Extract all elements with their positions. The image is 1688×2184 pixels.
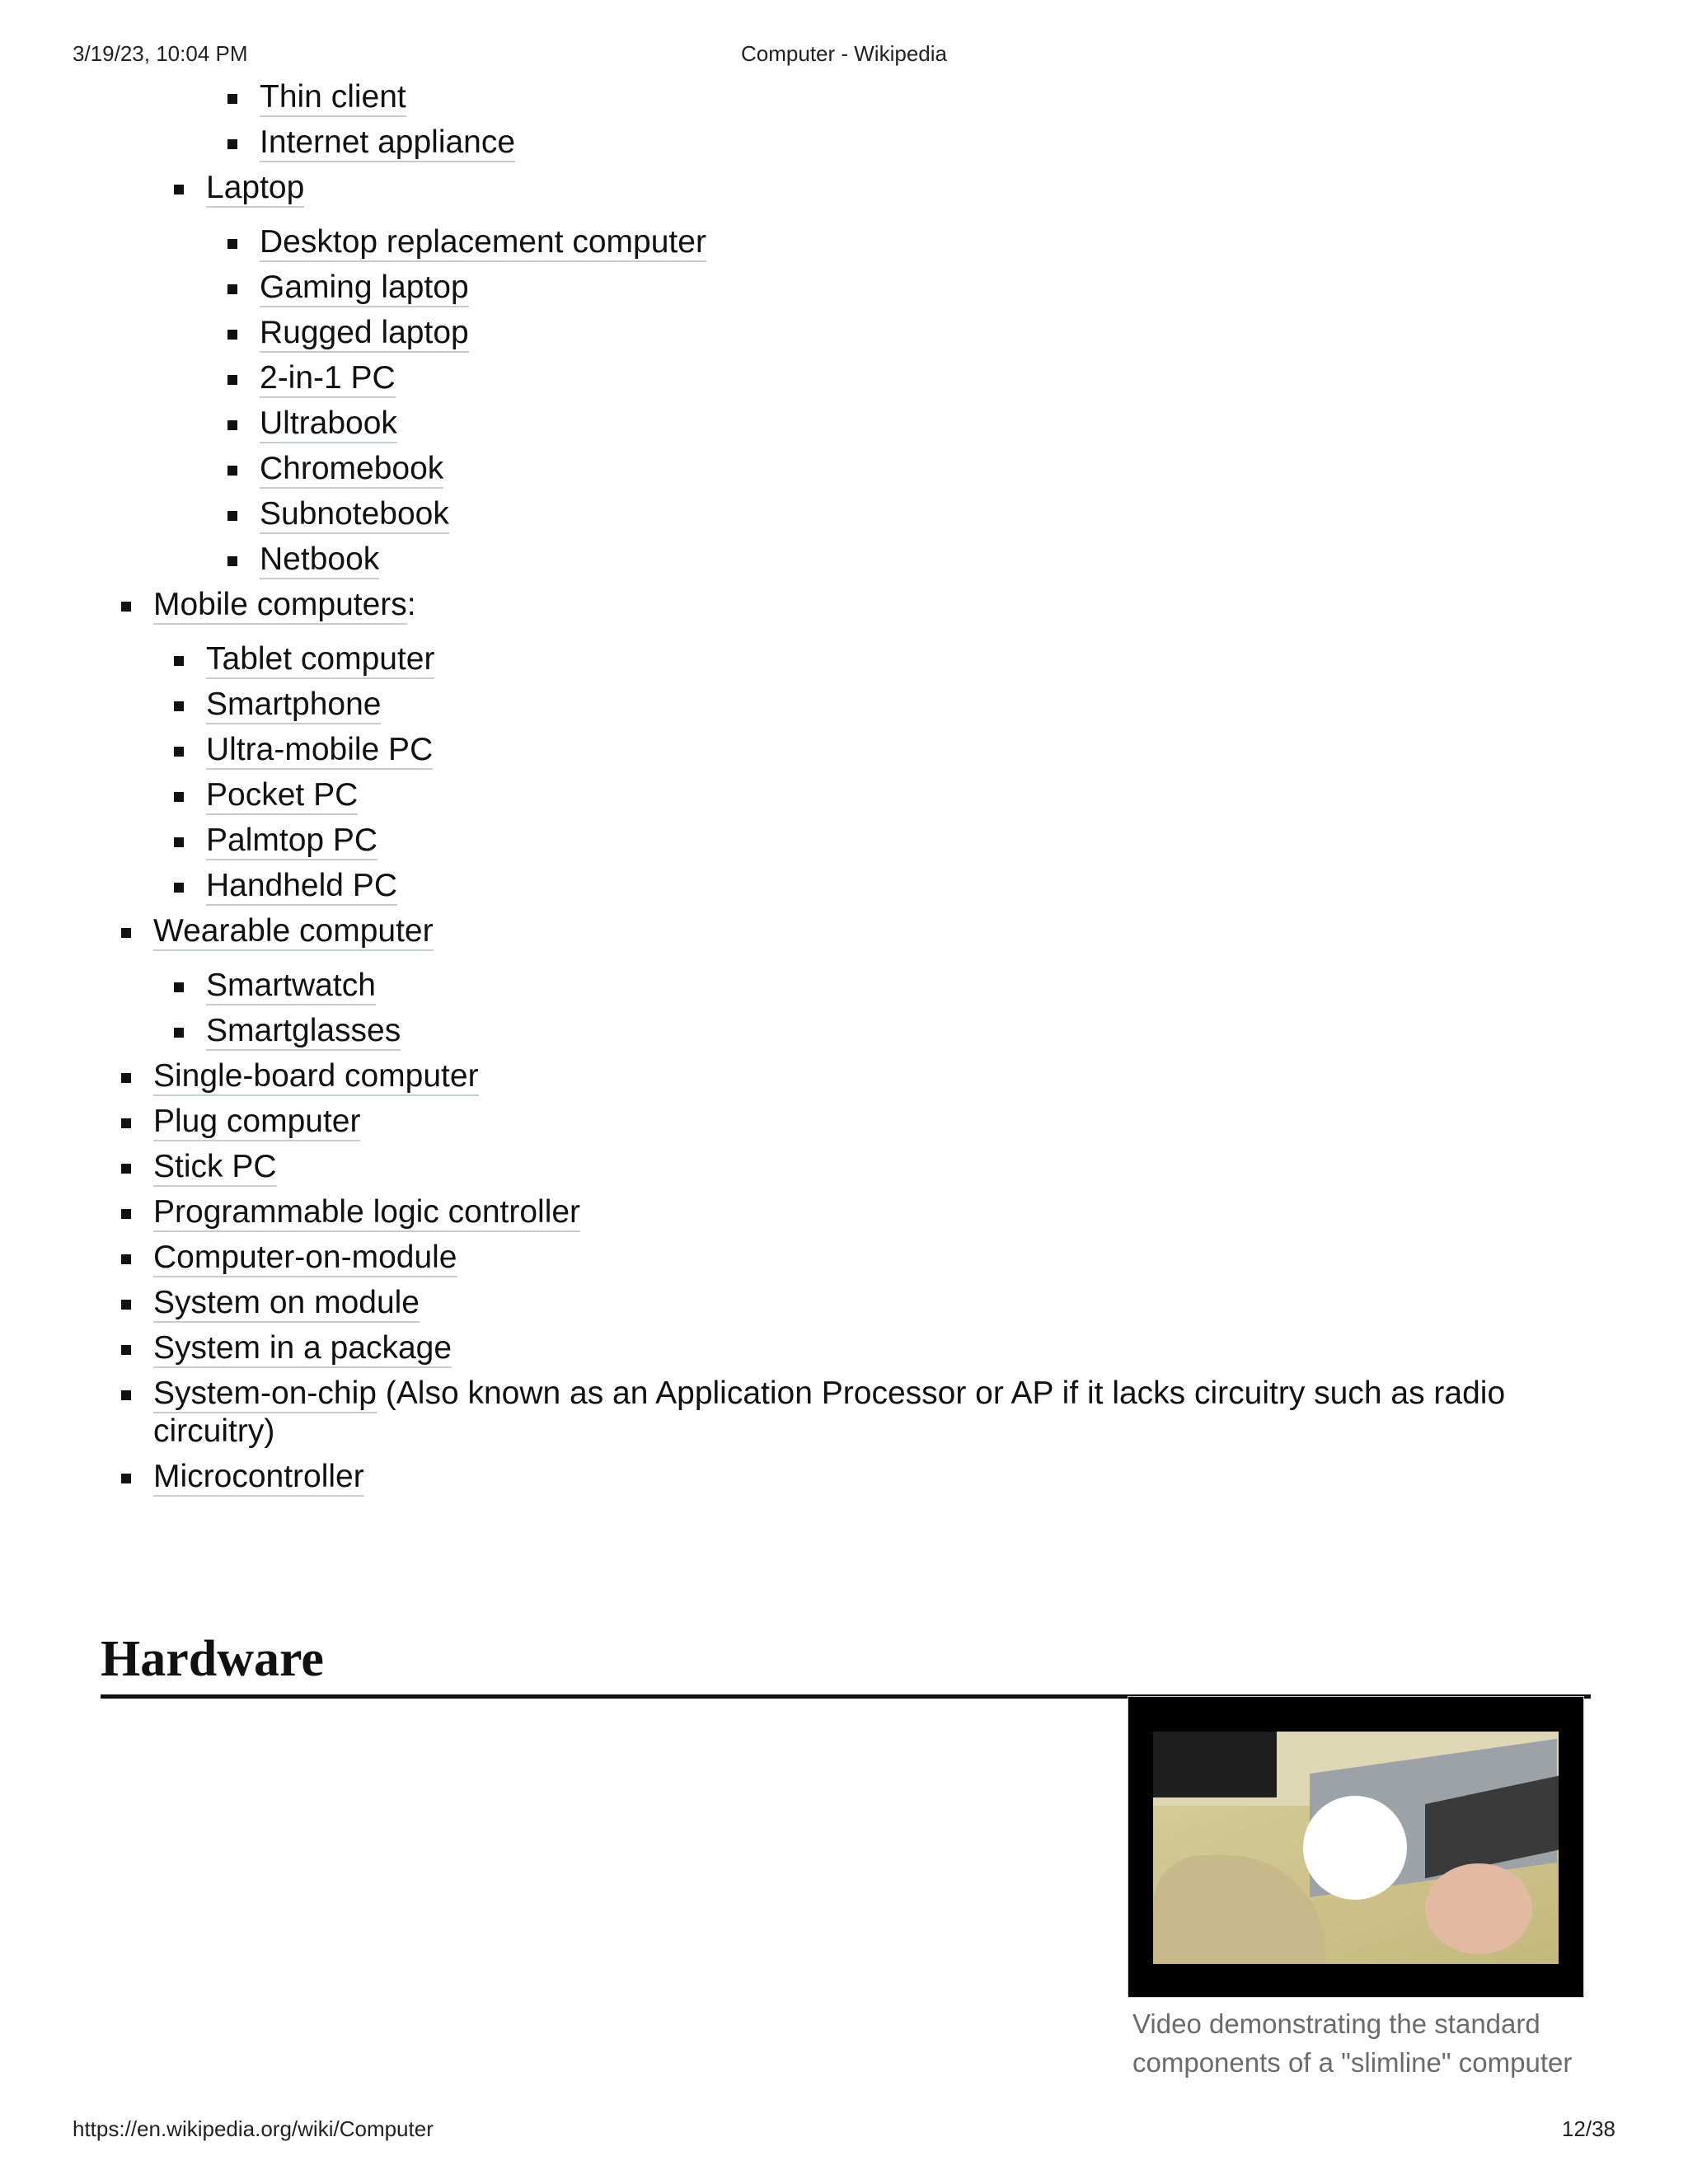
print-url: https://en.wikipedia.org/wiki/Computer [73, 2116, 434, 2141]
play-icon[interactable] [1303, 1796, 1407, 1900]
list-item [0, 822, 1688, 860]
link-handheld-pc[interactable]: Handheld PC [206, 868, 397, 906]
link-thin-client[interactable]: Thin client [260, 79, 406, 117]
list-item [0, 223, 1688, 261]
wearable-sublist [0, 967, 1688, 1050]
link-pocket-pc[interactable]: Pocket PC [206, 777, 358, 815]
link-mobile-computers[interactable]: Mobile computers [153, 587, 407, 625]
link-microcontroller[interactable]: Microcontroller [153, 1459, 364, 1497]
link-smartwatch[interactable]: Smartwatch [206, 968, 376, 1005]
list-item [0, 912, 1688, 1050]
link-netbook[interactable]: Netbook [260, 541, 379, 579]
video-player[interactable] [1128, 1696, 1584, 1998]
print-header [73, 41, 1615, 69]
link-ultra-mobile-pc[interactable]: Ultra-mobile PC [206, 732, 433, 770]
thumbnail-arm [1153, 1855, 1326, 1964]
print-footer [73, 2116, 1615, 2144]
article-content [0, 78, 1688, 1503]
section-heading-hardware: Hardware [101, 1629, 1591, 1699]
list-item [0, 269, 1688, 307]
list-item [0, 967, 1688, 1005]
list-item [0, 1458, 1688, 1496]
list-item [0, 359, 1688, 397]
list-item [0, 495, 1688, 533]
link-internet-appliance[interactable]: Internet appliance [260, 124, 515, 162]
list-item [0, 640, 1688, 678]
list-item [0, 450, 1688, 488]
print-page-title: Computer - Wikipedia [741, 41, 947, 66]
list-item [0, 405, 1688, 443]
link-ultrabook[interactable]: Ultrabook [260, 405, 397, 443]
link-single-board-computer[interactable]: Single-board computer [153, 1058, 479, 1096]
video-thumbnail [1153, 1732, 1559, 1964]
desktop-sublist [0, 78, 1688, 162]
link-computer-on-module[interactable]: Computer-on-module [153, 1240, 457, 1277]
link-plug-computer[interactable]: Plug computer [153, 1104, 360, 1141]
print-page-number: 12/38 [1561, 2116, 1615, 2141]
link-wearable-computer[interactable]: Wearable computer [153, 913, 434, 951]
list-item [0, 867, 1688, 905]
mobile-sublist [0, 640, 1688, 905]
link-2-in-1-pc[interactable]: 2-in-1 PC [260, 360, 396, 398]
list-item [0, 586, 1688, 905]
laptop-list [0, 169, 1688, 579]
list-item [0, 314, 1688, 352]
thumbnail-hand [1425, 1863, 1532, 1954]
link-tablet-computer[interactable]: Tablet computer [206, 641, 434, 679]
link-desktop-replacement[interactable]: Desktop replacement computer [260, 224, 706, 262]
list-item [0, 686, 1688, 724]
link-palmtop-pc[interactable]: Palmtop PC [206, 823, 377, 860]
list-item [0, 1284, 1688, 1322]
list-item [0, 731, 1688, 769]
link-system-on-module[interactable]: System on module [153, 1285, 420, 1323]
list-item [0, 541, 1688, 579]
link-smartglasses[interactable]: Smartglasses [206, 1013, 401, 1051]
link-system-in-a-package[interactable]: System in a package [153, 1330, 452, 1368]
list-item-suffix: : [406, 587, 416, 622]
print-datetime: 3/19/23, 10:04 PM [73, 41, 248, 66]
list-item [0, 1329, 1688, 1367]
list-item [0, 169, 1688, 579]
list-item [0, 1239, 1688, 1277]
list-item [0, 1103, 1688, 1141]
link-subnotebook[interactable]: Subnotebook [260, 496, 449, 534]
link-programmable-logic-controller[interactable]: Programmable logic controller [153, 1194, 580, 1232]
soc-description: (Also known as an Application Processor or AP if it lacks circuitry such as radio circuitry) [153, 1376, 1506, 1449]
list-item [0, 1148, 1688, 1186]
link-chromebook[interactable]: Chromebook [260, 451, 443, 489]
laptop-sublist [0, 223, 1688, 579]
link-rugged-laptop[interactable]: Rugged laptop [260, 315, 469, 353]
thumbnail-monitor [1153, 1732, 1277, 1797]
link-smartphone[interactable]: Smartphone [206, 687, 381, 724]
list-item [0, 1375, 1688, 1451]
link-stick-pc[interactable]: Stick PC [153, 1149, 277, 1187]
list-item [0, 78, 1688, 116]
list-item [0, 124, 1688, 162]
link-system-on-chip[interactable]: System-on-chip [153, 1376, 377, 1413]
list-item [0, 1057, 1688, 1095]
list-item [0, 1012, 1688, 1050]
link-gaming-laptop[interactable]: Gaming laptop [260, 269, 469, 307]
list-item [0, 776, 1688, 814]
video-caption: Video demonstrating the standard components of a "slimline" computer [1132, 2008, 1573, 2078]
computer-types-list [0, 586, 1688, 1496]
list-item [0, 1193, 1688, 1231]
link-laptop[interactable]: Laptop [206, 170, 304, 208]
